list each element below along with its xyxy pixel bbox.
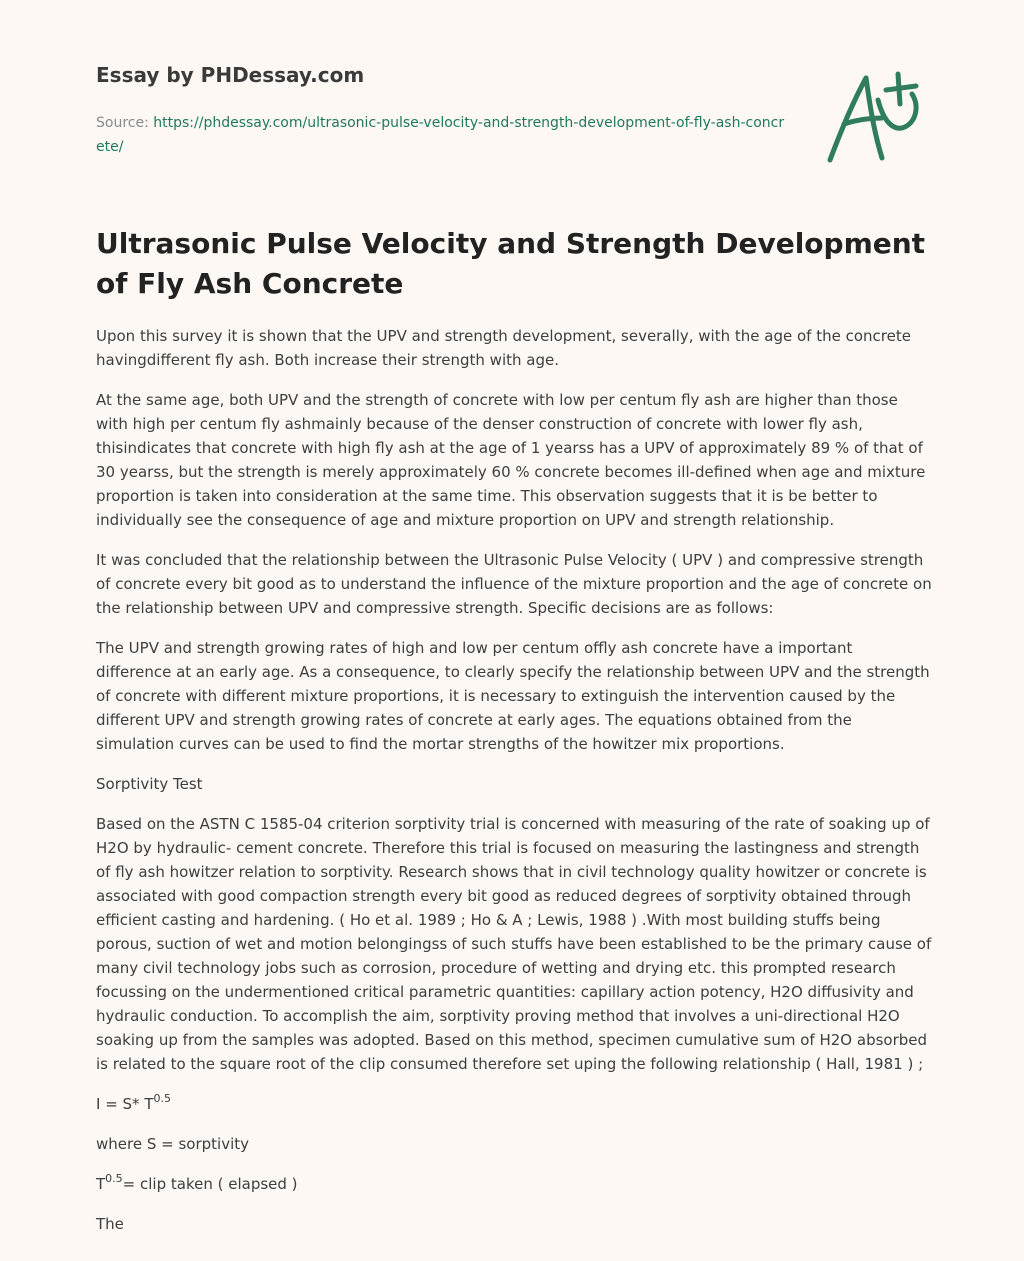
formula-definition: where S = sorptivity bbox=[96, 1135, 249, 1153]
site-brand[interactable]: Essay by PHDessay.com bbox=[96, 63, 365, 87]
paragraph: Upon this survey it is shown that the UPV and strength development, severally, with the age of the concrete havingdifferent fly ash. Both increase their strength with age. bbox=[96, 327, 911, 369]
formula-exponent: 0.5 bbox=[105, 1172, 123, 1185]
formula-text: I = S* T bbox=[96, 1095, 154, 1113]
trailing-text: The bbox=[96, 1215, 124, 1233]
paragraph: Based on the ASTN C 1585-04 criterion sorptivity trial is concerned with measuring of the rate of soaking up of H2O by hydraulic- cement concrete. Therefore this trial is focused on measuring the lastingness and strength of fly ash howitzer relation to sorptivity. Research shows that in civil technology quality howitzer or concrete is associated with good compaction strength every bit good as reduced degrees of sorptivity obtained through efficient casting and hardening. ( Ho et al. 1989 ; Ho & A ; Lewis, 1988 ) .With most building stuffs being porous, suction of wet and motion belongingss of such stuffs have been established to be the primary cause of many civil technology jobs such as corrosion, procedure of wetting and drying etc. this prompted research focussing on the undermentioned critical parametric quantities: capillary action potency, H2O diffusivity and hydraulic conduction. To accomplish the aim, sorptivity proving method that involves a uni-directional H2O soaking up from the samples was adopted. Based on this method, specimen cumulative sum of H2O absorbed is related to the square root of the clip consumed therefore set uping the following relationship ( Hall, 1981 ) ; bbox=[96, 815, 932, 1073]
formula-text: = clip taken ( elapsed ) bbox=[122, 1175, 298, 1193]
a-plus-logo-icon bbox=[820, 66, 930, 166]
source-label: Source: bbox=[96, 115, 154, 131]
section-heading: Sorptivity Test bbox=[96, 775, 203, 793]
essay-body bbox=[96, 324, 932, 1252]
formula-base: T bbox=[96, 1175, 106, 1193]
source-link[interactable]: https://phdessay.com/ultrasonic-pulse-velocity-and-strength-development-of-fly-ash-concrete/ bbox=[96, 115, 785, 155]
essay-title: Ultrasonic Pulse Velocity and Strength Development of Fly Ash Concrete bbox=[96, 227, 926, 300]
source-line bbox=[96, 111, 786, 159]
formula-line bbox=[96, 1172, 932, 1196]
formula-exponent: 0.5 bbox=[153, 1092, 171, 1105]
paragraph: At the same age, both UPV and the strength of concrete with low per centum fly ash are higher than those with high per centum fly ashmainly because of the denser construction of concrete with lower fly ash, thisindicates that concrete with high fly ash at the age of 1 yearss has a UPV of approximately 89 % of that of 30 yearss, but the strength is merely approximately 60 % concrete becomes ill-defined when age and mixture proportion is taken into consideration at the same time. This observation suggests that it is be better to individually see the consequence of age and mixture proportion on UPV and strength relationship. bbox=[96, 391, 926, 529]
paragraph: The UPV and strength growing rates of high and low per centum offly ash concrete have a important difference at an early age. As a consequence, to clearly specify the relationship between UPV and the strength of concrete with different mixture proportions, it is necessary to extinguish the intervention caused by the different UPV and strength growing rates of concrete at early ages. The equations obtained from the simulation curves can be used to find the mortar strengths of the howitzer mix proportions. bbox=[96, 639, 930, 753]
formula-line bbox=[96, 1092, 932, 1116]
paragraph: It was concluded that the relationship between the Ultrasonic Pulse Velocity ( UPV ) and compressive strength of concrete every bit good as to understand the influence of the mixture proportion and the age of concrete on the relationship between UPV and compressive strength. Specific decisions are as follows: bbox=[96, 551, 932, 617]
